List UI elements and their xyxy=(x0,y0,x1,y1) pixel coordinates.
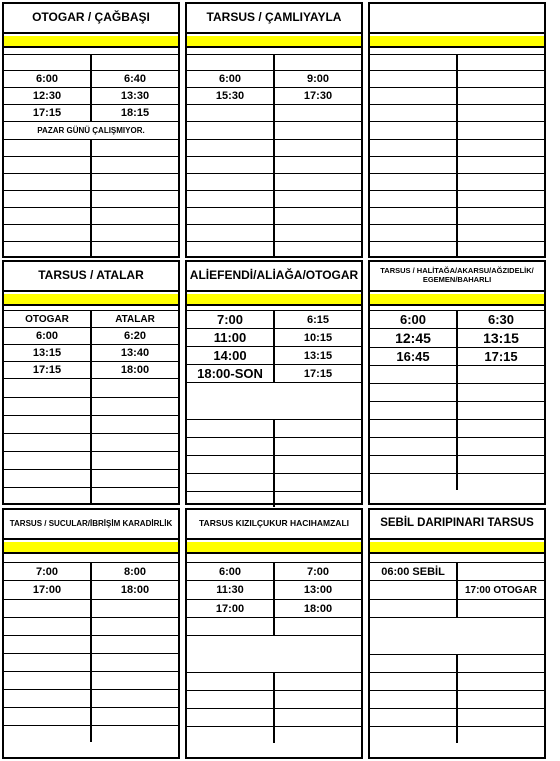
table-row xyxy=(370,562,544,580)
departure-time: 16:45 xyxy=(396,349,430,364)
return-time: 13:15 xyxy=(456,329,544,347)
table-header-row xyxy=(4,310,178,327)
departure-time: 17:00 xyxy=(215,602,245,615)
table-row xyxy=(370,310,544,328)
departure-time: 13:15 xyxy=(32,347,62,359)
departure-time: 6:00 xyxy=(35,73,59,85)
return-time: 17:30 xyxy=(273,88,361,104)
yellow-bar xyxy=(187,36,361,48)
yellow-bar xyxy=(4,36,178,48)
return-time: 13:40 xyxy=(90,345,178,361)
table-row xyxy=(187,54,361,70)
return-time: 6:15 xyxy=(273,311,361,328)
cell xyxy=(187,55,273,70)
schedule-panel-tarsus-halitaga xyxy=(368,260,546,505)
column-header: OTOGAR xyxy=(25,313,69,325)
departure-time: 17:15 xyxy=(32,364,62,376)
schedule-panel-tarsus-atalar xyxy=(2,260,180,505)
departure-time: 15:30 xyxy=(215,90,245,102)
panel-title: ALİEFENDİ/ALİAĞA/OTOGAR xyxy=(187,262,361,292)
yellow-bar xyxy=(4,542,178,554)
yellow-bar xyxy=(370,542,544,554)
table-row xyxy=(187,346,361,364)
departure-time: 12:45 xyxy=(395,330,431,346)
departure-time: 7:00 xyxy=(35,565,59,578)
panel-title: TARSUS / ÇAMLIYAYLA xyxy=(187,4,361,34)
table-row xyxy=(4,344,178,361)
panel-title: TARSUS / SUCULAR/İBRİŞİM KARADİRLİK xyxy=(4,510,178,540)
return-time: 17:00 OTOGAR xyxy=(456,581,544,599)
departure-time: 6:00 xyxy=(35,330,59,342)
return-time: 6:30 xyxy=(456,311,544,328)
table-row xyxy=(370,347,544,365)
table-row xyxy=(4,70,178,87)
column-header: ATALAR xyxy=(90,311,178,327)
return-time: 10:15 xyxy=(273,329,361,346)
table-row xyxy=(4,580,178,599)
return-time: 18:00 xyxy=(90,581,178,599)
table-row xyxy=(370,328,544,347)
yellow-bar xyxy=(187,294,361,306)
return-time: 13:00 xyxy=(273,581,361,599)
table-row xyxy=(4,54,178,70)
departure-time: 18:00-SON xyxy=(197,366,263,381)
departure-time: 17:00 xyxy=(32,584,62,596)
table-row xyxy=(4,104,178,121)
schedule-panel-aliefendi-aliaga-otogar xyxy=(185,260,363,505)
panel-title: OTOGAR / ÇAĞBAŞI xyxy=(4,4,178,34)
table-row xyxy=(370,580,544,599)
schedule-panel-tarsus-sucular xyxy=(2,508,180,759)
yellow-bar xyxy=(187,542,361,554)
return-time: 6:20 xyxy=(90,328,178,344)
table-row xyxy=(187,328,361,346)
table-row xyxy=(4,361,178,378)
return-time: 13:15 xyxy=(273,347,361,364)
panel-title xyxy=(370,4,544,34)
departure-time: 6:00 xyxy=(218,73,242,85)
table-row xyxy=(187,87,361,104)
cell xyxy=(273,55,361,70)
schedule-panel-otogar-cagbasi xyxy=(2,2,180,258)
cell xyxy=(4,55,90,70)
return-time: 18:15 xyxy=(90,105,178,121)
panel-title: TARSUS KIZILÇUKUR HACIHAMZALI xyxy=(187,510,361,540)
table-row xyxy=(187,70,361,87)
table-row xyxy=(4,87,178,104)
table-row xyxy=(4,562,178,580)
yellow-bar xyxy=(370,294,544,306)
return-time: 9:00 xyxy=(273,71,361,87)
departure-time: 6:00 xyxy=(218,565,242,578)
yellow-bar xyxy=(370,36,544,48)
table-row xyxy=(4,327,178,344)
schedule-panel-sebil-daripinari xyxy=(368,508,546,759)
departure-time: 06:00 SEBİL xyxy=(381,565,445,578)
return-time: 13:30 xyxy=(90,88,178,104)
return-time: 18:00 xyxy=(273,600,361,617)
return-time: 17:15 xyxy=(273,365,361,382)
table-row xyxy=(187,599,361,617)
schedule-note xyxy=(4,121,178,139)
table-row xyxy=(187,310,361,328)
panel-title: TARSUS / HALİTAĞA/AKARSU/AĞZIDELİK/ EGEMEN/BAHARLI xyxy=(370,262,544,292)
table-row xyxy=(187,580,361,599)
departure-time: 11:00 xyxy=(213,330,247,345)
departure-time: 7:00 xyxy=(216,312,244,327)
departure-time: 6:00 xyxy=(399,312,427,327)
departure-time: 11:30 xyxy=(216,584,244,596)
return-time: 18:00 xyxy=(90,362,178,378)
schedule-panel-blank xyxy=(368,2,546,258)
return-time: 7:00 xyxy=(273,563,361,580)
departure-time: 12:30 xyxy=(32,90,62,102)
table-row xyxy=(187,562,361,580)
return-time xyxy=(456,563,544,580)
departure-time xyxy=(370,581,456,599)
return-time: 8:00 xyxy=(90,563,178,580)
return-time: 6:40 xyxy=(90,71,178,87)
schedule-panel-tarsus-kizilcukur xyxy=(185,508,363,759)
note-text: PAZAR GÜNÜ ÇALIŞMIYOR. xyxy=(37,126,145,135)
return-time: 17:15 xyxy=(456,348,544,365)
departure-time: 14:00 xyxy=(213,348,247,363)
departure-time: 17:15 xyxy=(32,107,62,119)
table-row xyxy=(187,364,361,382)
schedule-panel-tarsus-camliyayla xyxy=(185,2,363,258)
panel-title: SEBİL DARIPINARI TARSUS xyxy=(370,510,544,540)
cell xyxy=(90,55,178,70)
yellow-bar xyxy=(4,294,178,306)
panel-title: TARSUS / ATALAR xyxy=(4,262,178,292)
